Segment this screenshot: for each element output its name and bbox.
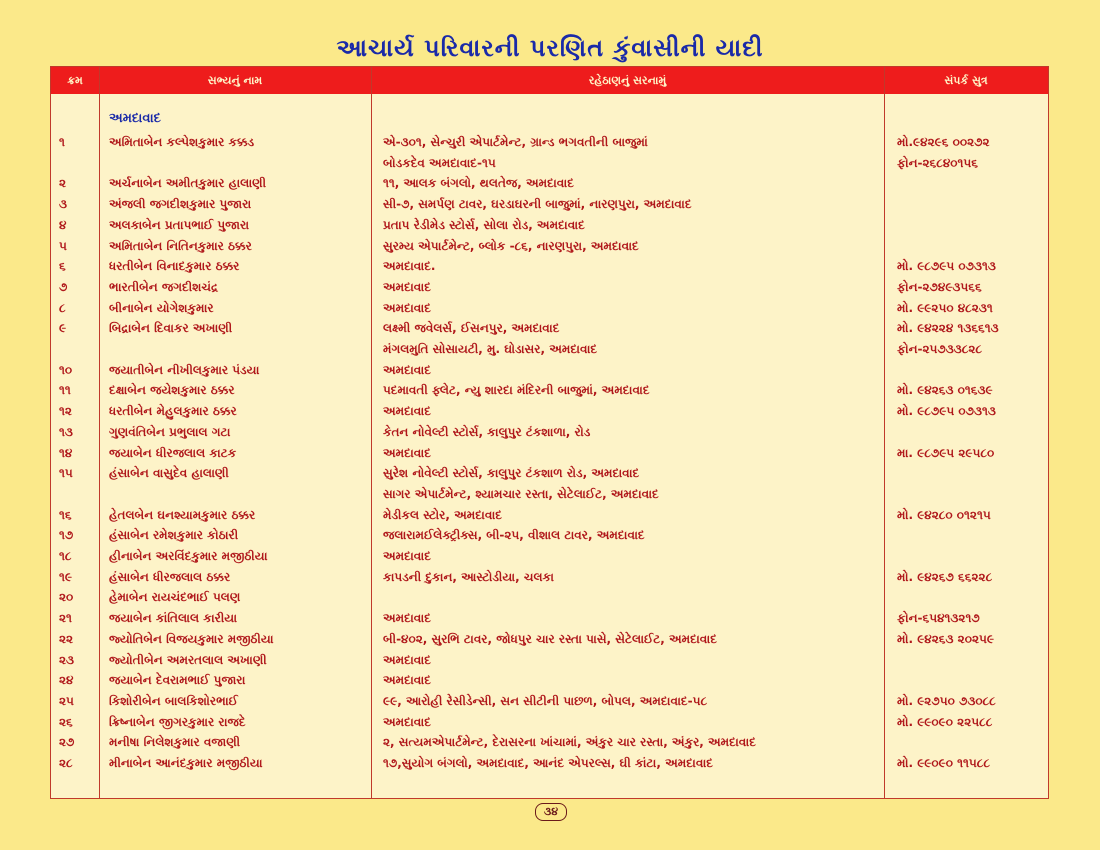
row-name: ગુણવંતિબેન પ્રભુલાલ ગટા: [109, 424, 231, 439]
row-phone: મો. ૯૨૭૫૦ ૭૩૦૮૮: [897, 693, 996, 708]
row-serial: ૭: [59, 279, 68, 294]
table-row: [51, 670, 1048, 691]
row-address: લક્ષ્મી જવેલર્સ, ઈસનપુર, અમદાવાદ: [383, 321, 560, 336]
row-name: હેમાબેન રાયચંદભાઈ પલણ: [109, 590, 241, 605]
row-address: બોડકદેવ અમદાવાદ-૧૫: [383, 155, 496, 170]
row-serial: ૧૪: [59, 445, 73, 460]
row-serial: ૨૫: [59, 693, 74, 708]
row-address: અમદાવાદ: [383, 279, 431, 294]
row-address: સાગર એપાર્ટમેન્ટ, શ્યામચાર રસ્તા, સેટેલાઈટ, અમદાવાદ: [383, 486, 659, 501]
row-name: જયાબેન દેવરામભાઈ પુજારા: [109, 673, 246, 688]
member-table: [50, 66, 1049, 799]
row-serial: ૧૦: [59, 362, 73, 377]
row-serial: ૨૭: [59, 735, 75, 750]
row-phone: મા. ૯૮૭૯૫ ૨૯૫૮૦: [897, 445, 995, 460]
row-address: જલારામઈલેક્ટ્રીક્સ, બી-૨૫, વીશાલ ટાવર, અમદાવાદ: [383, 528, 645, 543]
row-name: [109, 339, 364, 360]
table-row: [51, 422, 1048, 443]
table-row: [51, 318, 1048, 339]
table-row: [51, 277, 1048, 298]
row-name: દક્ષાબેન જયેશકુમાર ઠક્કર: [109, 383, 235, 398]
table-row: [51, 608, 1048, 629]
table-row: [51, 587, 1048, 608]
row-name: હંસાબેન વાસુદેવ હાલાણી: [109, 466, 229, 481]
row-serial: [59, 484, 99, 505]
row-address: ૨, સત્યમએપાર્ટમેન્ટ, દેરાસરના ખાંચામાં, અંકુર ચાર રસ્તા, અંકુર, અમદાવાદ: [383, 735, 756, 750]
row-address: અમદાવાદ: [383, 445, 431, 460]
row-address: અમદાવાદ: [383, 714, 431, 729]
row-serial: ૧૭: [59, 528, 74, 543]
row-serial: ૧૬: [59, 507, 72, 522]
header-serial: ક્રમ: [67, 74, 83, 87]
row-address: અમદાવાદ: [383, 404, 431, 419]
row-address: સી-૭, સમર્પણ ટાવર, ઘરડાઘરની બાજુમાં, નારણપુરા, અમદાવાદ: [383, 197, 692, 212]
row-address: [383, 587, 878, 608]
table-row: [51, 215, 1048, 236]
row-phone: [897, 732, 1047, 753]
row-phone: મો. ૯૯૦૯૦ ૧૧૫૮૮: [897, 756, 990, 770]
row-serial: ૧૨: [59, 404, 72, 419]
row-serial: ૧૯: [59, 569, 72, 584]
row-serial: ૬: [59, 259, 66, 274]
table-row: [51, 505, 1048, 526]
row-name: ક્રિષ્નાબેન જીગરકુમાર રાજદે: [109, 714, 246, 729]
row-address: ૧૭,સુયોગ બંગલો, અમદાવાદ, આનંદ એપરલ્સ, ઘી કાંટા, અમદાવાદ: [383, 756, 713, 770]
row-serial: ૨૬: [59, 714, 73, 729]
table-row: [51, 753, 1048, 774]
row-address: અમદાવાદ: [383, 611, 431, 626]
row-address: સુરમ્ય એપાર્ટમેન્ટ, બ્લોક -૮૬, નારણપુરા, અમદાવાદ: [383, 238, 639, 253]
row-serial: ૨૧: [59, 611, 72, 626]
row-serial: ૪: [59, 217, 67, 232]
row-address: મંગલમુતિ સોસાયટી, મુ. ઘોડાસર, અમદાવાદ: [383, 342, 598, 356]
table-row: [51, 629, 1048, 650]
row-phone: [897, 215, 1047, 236]
table-row: [51, 650, 1048, 671]
row-phone: ફોન-૬૫૪૧૩૨૧૭: [897, 611, 980, 626]
table-header: [51, 67, 1048, 94]
row-name: બીનાબેન યોગેશકુમાર: [109, 300, 214, 315]
row-serial: ૧: [59, 135, 65, 149]
row-address: ૧૧, આલક બંગલો, થલતેજ, અમદાવાદ: [383, 176, 574, 191]
row-serial: ૧૩: [59, 424, 73, 439]
row-phone: ફોન-૨૫૭૩૩૮૨૮: [897, 342, 982, 356]
row-phone: મો. ૯૪૨૮૦ ૦૧૨૧૫: [897, 507, 991, 522]
row-serial: ૩: [59, 197, 67, 212]
row-serial: [59, 153, 99, 174]
row-phone: [897, 587, 1047, 608]
row-serial: ૨૦: [59, 590, 74, 605]
row-phone: [897, 173, 1047, 194]
table-row: [51, 339, 1048, 360]
page-number: ૩૪: [535, 803, 567, 821]
row-name: મીનાબેન આનંદકુમાર મજીઠીયા: [109, 756, 263, 770]
row-name: અલકાબેન પ્રતાપભાઈ પુજારા: [109, 217, 250, 232]
row-phone: મો. ૯૪૨૬૭ ૬૬૨૨૮: [897, 569, 993, 584]
row-name: કિશોરીબેન બાલકિશોરભાઈ: [109, 693, 238, 708]
row-phone: મો. ૯૪૨૬૩ ૦૧૬૩૯: [897, 383, 993, 398]
row-name: હીનાબેન અરવિંદકુમાર મજીઠીયા: [109, 549, 268, 563]
row-phone: મો.૯૪૨૯૬ ૦૦૨૭૨: [897, 135, 990, 149]
table-row: [51, 256, 1048, 277]
table-row: [51, 236, 1048, 257]
row-phone: [897, 670, 1047, 691]
header-contact: સંપર્ક સુત્ર: [944, 74, 988, 87]
row-address: અમદાવાદ.: [383, 259, 436, 274]
row-address: અમદાવાદ: [383, 300, 431, 315]
row-phone: મો. ૯૯૦૯૦ ૨૨૫૮૮: [897, 714, 993, 729]
row-phone: [897, 484, 1047, 505]
row-name: અંજલી જગદીશકુમાર પુજારા: [109, 197, 252, 212]
row-serial: ૨૩: [59, 652, 75, 667]
row-address: અમદાવાદ: [383, 673, 431, 688]
table-row: [51, 443, 1048, 464]
row-phone: મો. ૯૯૨૫૦ ૪૮૨૩૧: [897, 300, 993, 315]
table-row: [51, 401, 1048, 422]
row-name: [109, 153, 364, 174]
table-row: [51, 463, 1048, 484]
row-phone: મો. ૯૮૭૯૫ ૦૭૩૧૩: [897, 404, 996, 419]
row-address: પ્રતાપ રેડીમેડ સ્ટોર્સ, સોલા રોડ, અમદાવાદ: [383, 217, 585, 232]
table-row: [51, 712, 1048, 733]
table-row: [51, 691, 1048, 712]
table-row: [51, 298, 1048, 319]
row-address: મેડીકલ સ્ટોર, અમદાવાદ: [383, 507, 502, 522]
header-name: સભ્યનું નામ: [207, 74, 263, 87]
row-serial: ૧૧: [59, 383, 71, 398]
row-address: ૯૯, આરોહી રેસીડેન્સી, સન સીટીની પાછળ, બોપલ, અમદાવાદ-૫૮: [383, 693, 708, 708]
row-name: જ્યોતીબેન અમરતલાલ અખાણી: [109, 652, 267, 667]
row-name: હેતલબેન ઘનશ્યામકુમાર ઠક્કર: [109, 507, 256, 522]
row-serial: ૨૮: [59, 756, 73, 770]
row-address: કાપડની દુકાન, આસ્ટોડીયા, ચલકા: [383, 569, 554, 584]
row-name: અર્ચનાબેન અમીતકુમાર હાલાણી: [109, 176, 267, 191]
row-name: ધરતીબેન વિનાદકુમાર ઠક્કર: [109, 259, 240, 274]
row-address: અમદાવાદ: [383, 652, 431, 667]
table-row: [51, 360, 1048, 381]
row-phone: ફોન-૨૬૮૪૦૧૫૬: [897, 155, 979, 170]
table-row: [51, 484, 1048, 505]
row-serial: ૧૫: [59, 466, 73, 481]
row-name: જયાબેન કાંતિલાલ કારીયા: [109, 611, 238, 626]
row-phone: ફોન-૨૭૪૯૩૫૬૬: [897, 279, 982, 294]
row-name: મનીષા નિલેશકુમાર વજાણી: [109, 735, 241, 750]
row-address: એ-૩૦૧, સેન્ચુરી એપાર્ટમેન્ટ, ગ્રાન્ડ ભગવતીની બાજુમાં: [383, 135, 648, 149]
table-row: [51, 173, 1048, 194]
row-address: સુરેશ નોવેલ્ટી સ્ટોર્સ, કાલુપુર ટંકશાળ રોડ, અમદાવાદ: [383, 466, 640, 481]
row-address: કેતન નોવેલ્ટી સ્ટોર્સ, કાલુપુર ટંકશાળા, રોડ: [383, 424, 591, 439]
table-row: [51, 567, 1048, 588]
row-name: અમિતાબેન કલ્પેશકુમાર કક્કડ: [109, 135, 255, 149]
row-serial: ૫: [59, 238, 67, 253]
table-row: [51, 153, 1048, 174]
page-title: આચાર્ય પરિવારની પરણિત કુંવાસીની યાદી: [336, 34, 764, 62]
row-serial: ૧૮: [59, 549, 72, 563]
row-address: અમદાવાદ: [383, 362, 431, 377]
row-address: બી-૪૦૨, સુરભિ ટાવર, જોધપુર ચાર રસ્તા પાસે, સેટેલાઈટ, અમદાવાદ: [383, 631, 717, 646]
table-row: [51, 132, 1048, 153]
row-serial: ૯: [59, 321, 67, 336]
row-address: પદમાવતી ફ્લેટ, ન્યુ શારદા મંદિરની બાજુમાં, અમદાવાદ: [383, 383, 650, 398]
table-row: [51, 732, 1048, 753]
row-phone: [897, 422, 1047, 443]
row-phone: મો. ૯૪૨૬૩ ૨૦૨૫૯: [897, 631, 994, 646]
row-address: અમદાવાદ: [383, 549, 431, 563]
row-name: હંસાબેન રમેશકુમાર કોઠારી: [109, 528, 239, 543]
row-phone: [897, 546, 1047, 567]
row-name: જયાબેન ધીરજલાલ કાટક: [109, 445, 237, 460]
row-name: બિદ્રાબેન દિવાકર અખાણી: [109, 321, 233, 336]
table-row: [51, 525, 1048, 546]
group-heading: અમદાવાદ: [109, 111, 161, 126]
table-row: [51, 194, 1048, 215]
row-name: ધરતીબેન મેહુલકુમાર ઠક્કર: [109, 404, 237, 419]
row-name: અમિતાબેન નિતિનકુમાર ઠક્કર: [109, 238, 252, 253]
row-name: જ્યોતિબેન વિજયકુમાર મજીઠીયા: [109, 631, 274, 646]
table-row: [51, 380, 1048, 401]
row-serial: ૨: [59, 176, 67, 191]
row-serial: [59, 339, 99, 360]
row-phone: [897, 236, 1047, 257]
row-phone: મો. ૯૪૨૨૪ ૧૩૬૬૧૩: [897, 321, 999, 336]
header-address: રહેઠાણનું સરનામું: [588, 74, 667, 87]
table-row: [51, 546, 1048, 567]
row-serial: ૨૪: [59, 673, 74, 688]
row-name: ભારતીબેન જગદીશચંદ્ર: [109, 279, 219, 294]
row-phone: [897, 650, 1047, 671]
row-serial: ૨૨: [59, 631, 74, 646]
row-phone: [897, 525, 1047, 546]
row-name: હંસાબેન ધીરજલાલ ઠક્કર: [109, 569, 231, 584]
row-name: [109, 484, 364, 505]
row-phone: મો. ૯૮૭૯૫ ૦૭૩૧૩: [897, 259, 996, 274]
row-phone: [897, 463, 1047, 484]
row-phone: [897, 360, 1047, 381]
row-phone: [897, 194, 1047, 215]
row-serial: ૮: [59, 300, 66, 315]
row-name: જયાતીબેન નીખીલકુમાર પંડયા: [109, 362, 260, 377]
